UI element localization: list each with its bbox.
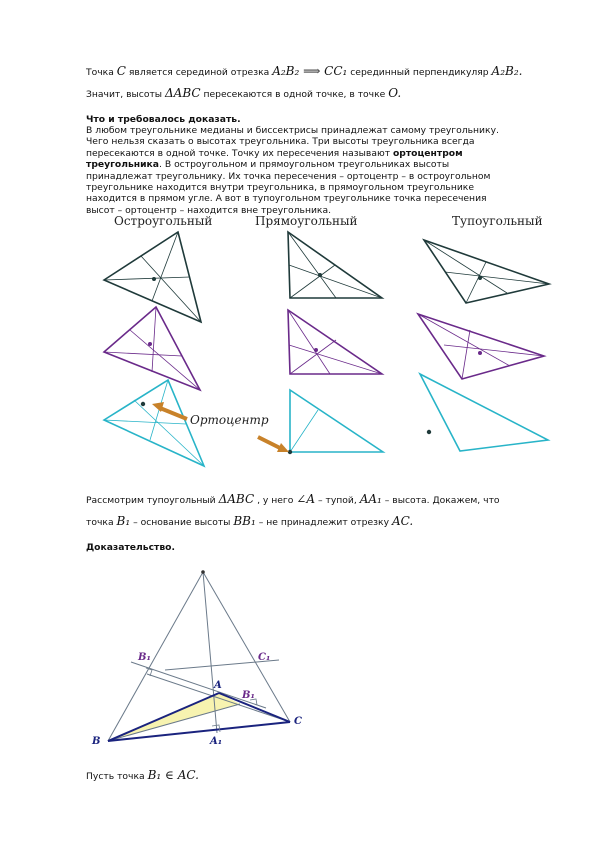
math-c: C [116,64,126,78]
math-a2b2-end: A₂B₂. [491,64,523,78]
label-b1-left: B₁ [138,652,151,663]
math-o: O. [388,86,402,100]
label-b1-right: B₁ [242,690,255,701]
math-abc: ΔABC [165,86,201,100]
column-right: Прямоугольный [255,214,358,228]
text-line-4: точка B₁ – основание высоты BB₁ – не принадлежит отрезку AC. [86,514,414,528]
column-obtuse: Тупоугольный [452,214,543,228]
text-line-1: Точка C является серединой отрезка A₂B₂ ⟹ CC₁ серединный перпендикуляр A₂B₂. [86,64,523,78]
label-b: B [92,736,101,747]
label-a: A [214,680,222,691]
label-c1: C₁ [258,652,271,663]
paragraph-heights: В любом треугольнике медианы и биссектрисы принадлежат самому треугольнику. Чего нельзя сказать о высотах треугольника. Три высоты треугольника всегда пересекаются в одной точке. Точку их пересечения называют ортоцентром треугольника. В остроугольном и прямоугольном треугольниках высоты принадлежат треугольнику. Их точка пересечения – ортоцентр – в остроугольном треугольнике находится внутри треугольника, в прямоугольном треугольнике находится в прямом угле. А вот в тупоугольном треугольнике точка пересечения высот – ортоцентр – находится вне треугольника. [86,125,499,216]
column-acute: Остроугольный [114,214,213,228]
text-line-2: Значит, высоты ΔABC пересекаются в одной точке, в точке O. [86,86,402,100]
text-line-3: Рассмотрим тупоугольный ΔABC , у него ∠A – тупой, AA₁ – высота. Докажем, что [86,492,500,506]
label-a1: A₁ [210,736,223,747]
heading-qed: Что и требовалось доказать. [86,114,241,125]
label-c: C [294,716,302,727]
math-a2b2: A₂B₂ ⟹ CC₁ [272,64,348,78]
text-line-5: Пусть точка B₁ ∈ AC. [86,768,199,782]
orthocenter-label: Ортоцентр [190,413,269,427]
heading-proof: Доказательство. [86,542,175,553]
